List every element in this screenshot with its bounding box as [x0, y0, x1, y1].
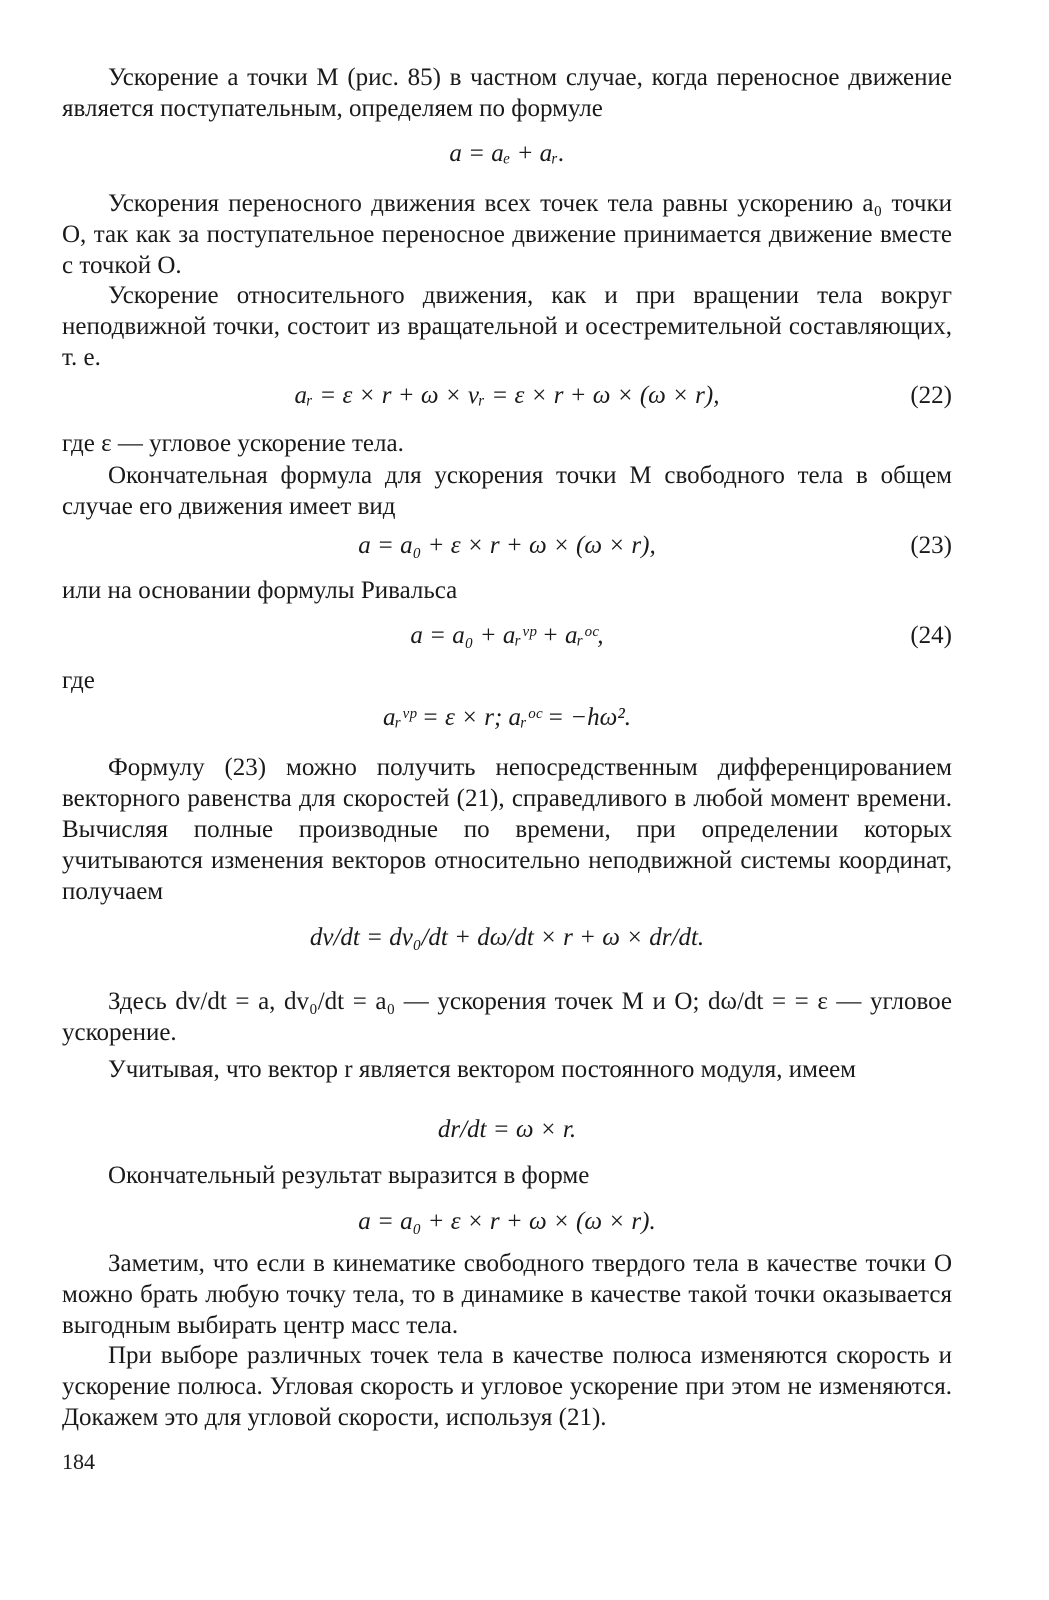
paragraph-5: Окончательная формула для ускорения точки M свободного тела в общем случае его движения имеет вид — [62, 462, 952, 520]
equation-number-24: (24) — [910, 622, 952, 649]
formula-5: aᵣᵛᵖ = ε × r; aᵣᵒᶜ = −hω². — [382, 704, 632, 731]
paragraph-13: При выборе различных точек тела в качестве полюса изменяются скорость и ускорение полюса. Угловая скорость и угловое ускорение при этом не изменяются. Докажем это для угловой скорости, используя (21). — [62, 1342, 952, 1431]
formula-23: a = a₀ + ε × r + ω × (ω × r), — [358, 532, 656, 559]
formula-22-row — [62, 380, 952, 411]
formula-8: a = a₀ + ε × r + ω × (ω × r). — [358, 1208, 656, 1235]
formula-1: a = aₑ + aᵣ. — [449, 140, 565, 167]
paragraph-8: Формулу (23) можно получить непосредственным дифференцированием векторного равенства для скоростей (21), справедливого в любой момент времени. Вычисляя полные производные по времени, при определении которых учитываются изменения векторов относительно неподвижной системы координат, получаем — [62, 754, 952, 905]
formula-6: dv/dt = dv₀/dt + dω/dt × r + ω × dr/dt. — [309, 924, 705, 951]
page-number: 184 — [62, 1449, 95, 1474]
paragraph-1: Ускорение a точки M (рис. 85) в частном случае, когда переносное движение является поступательным, определяем по формуле — [62, 64, 952, 122]
paragraph-12: Заметим, что если в кинематике свободного твердого тела в качестве точки O можно брать любую точку тела, то в динамике в качестве такой точки оказывается выгодным выбирать центр масс тела. — [62, 1250, 952, 1339]
paragraph-3: Ускорение относительного движения, как и при вращении тела вокруг неподвижной точки, состоит из вращательной и осестремительной составляющих, т. е. — [62, 282, 952, 371]
paragraph-7: где — [62, 667, 95, 694]
formula-24-row — [62, 620, 952, 651]
paragraph-10: Учитывая, что вектор r является вектором постоянного модуля, имеем — [108, 1056, 856, 1083]
formula-23-row — [62, 530, 952, 561]
paragraph-6: или на основании формулы Ривальса — [62, 577, 458, 604]
formula-24: a = a₀ + aᵣᵛᵖ + aᵣᵒᶜ, — [410, 622, 604, 649]
equation-number-22: (22) — [910, 382, 952, 409]
paragraph-11: Окончательный результат выразится в форме — [108, 1162, 590, 1189]
formula-7: dr/dt = ω × r. — [437, 1116, 577, 1143]
paragraph-4: где ε — угловое ускорение тела. — [62, 430, 404, 457]
formula-22: aᵣ = ε × r + ω × vᵣ = ε × r + ω × (ω × r), — [294, 382, 720, 409]
paragraph-9: Здесь dv/dt = a, dv₀/dt = a₀ — ускорения точек M и O; dω/dt = = ε — угловое ускорение. — [62, 988, 952, 1046]
paragraph-2: Ускорения переносного движения всех точек тела равны ускорению a₀ точки O, так как за поступательное переносное движение принимается движение вместе с точкой O. — [62, 190, 952, 279]
equation-number-23: (23) — [910, 532, 952, 559]
